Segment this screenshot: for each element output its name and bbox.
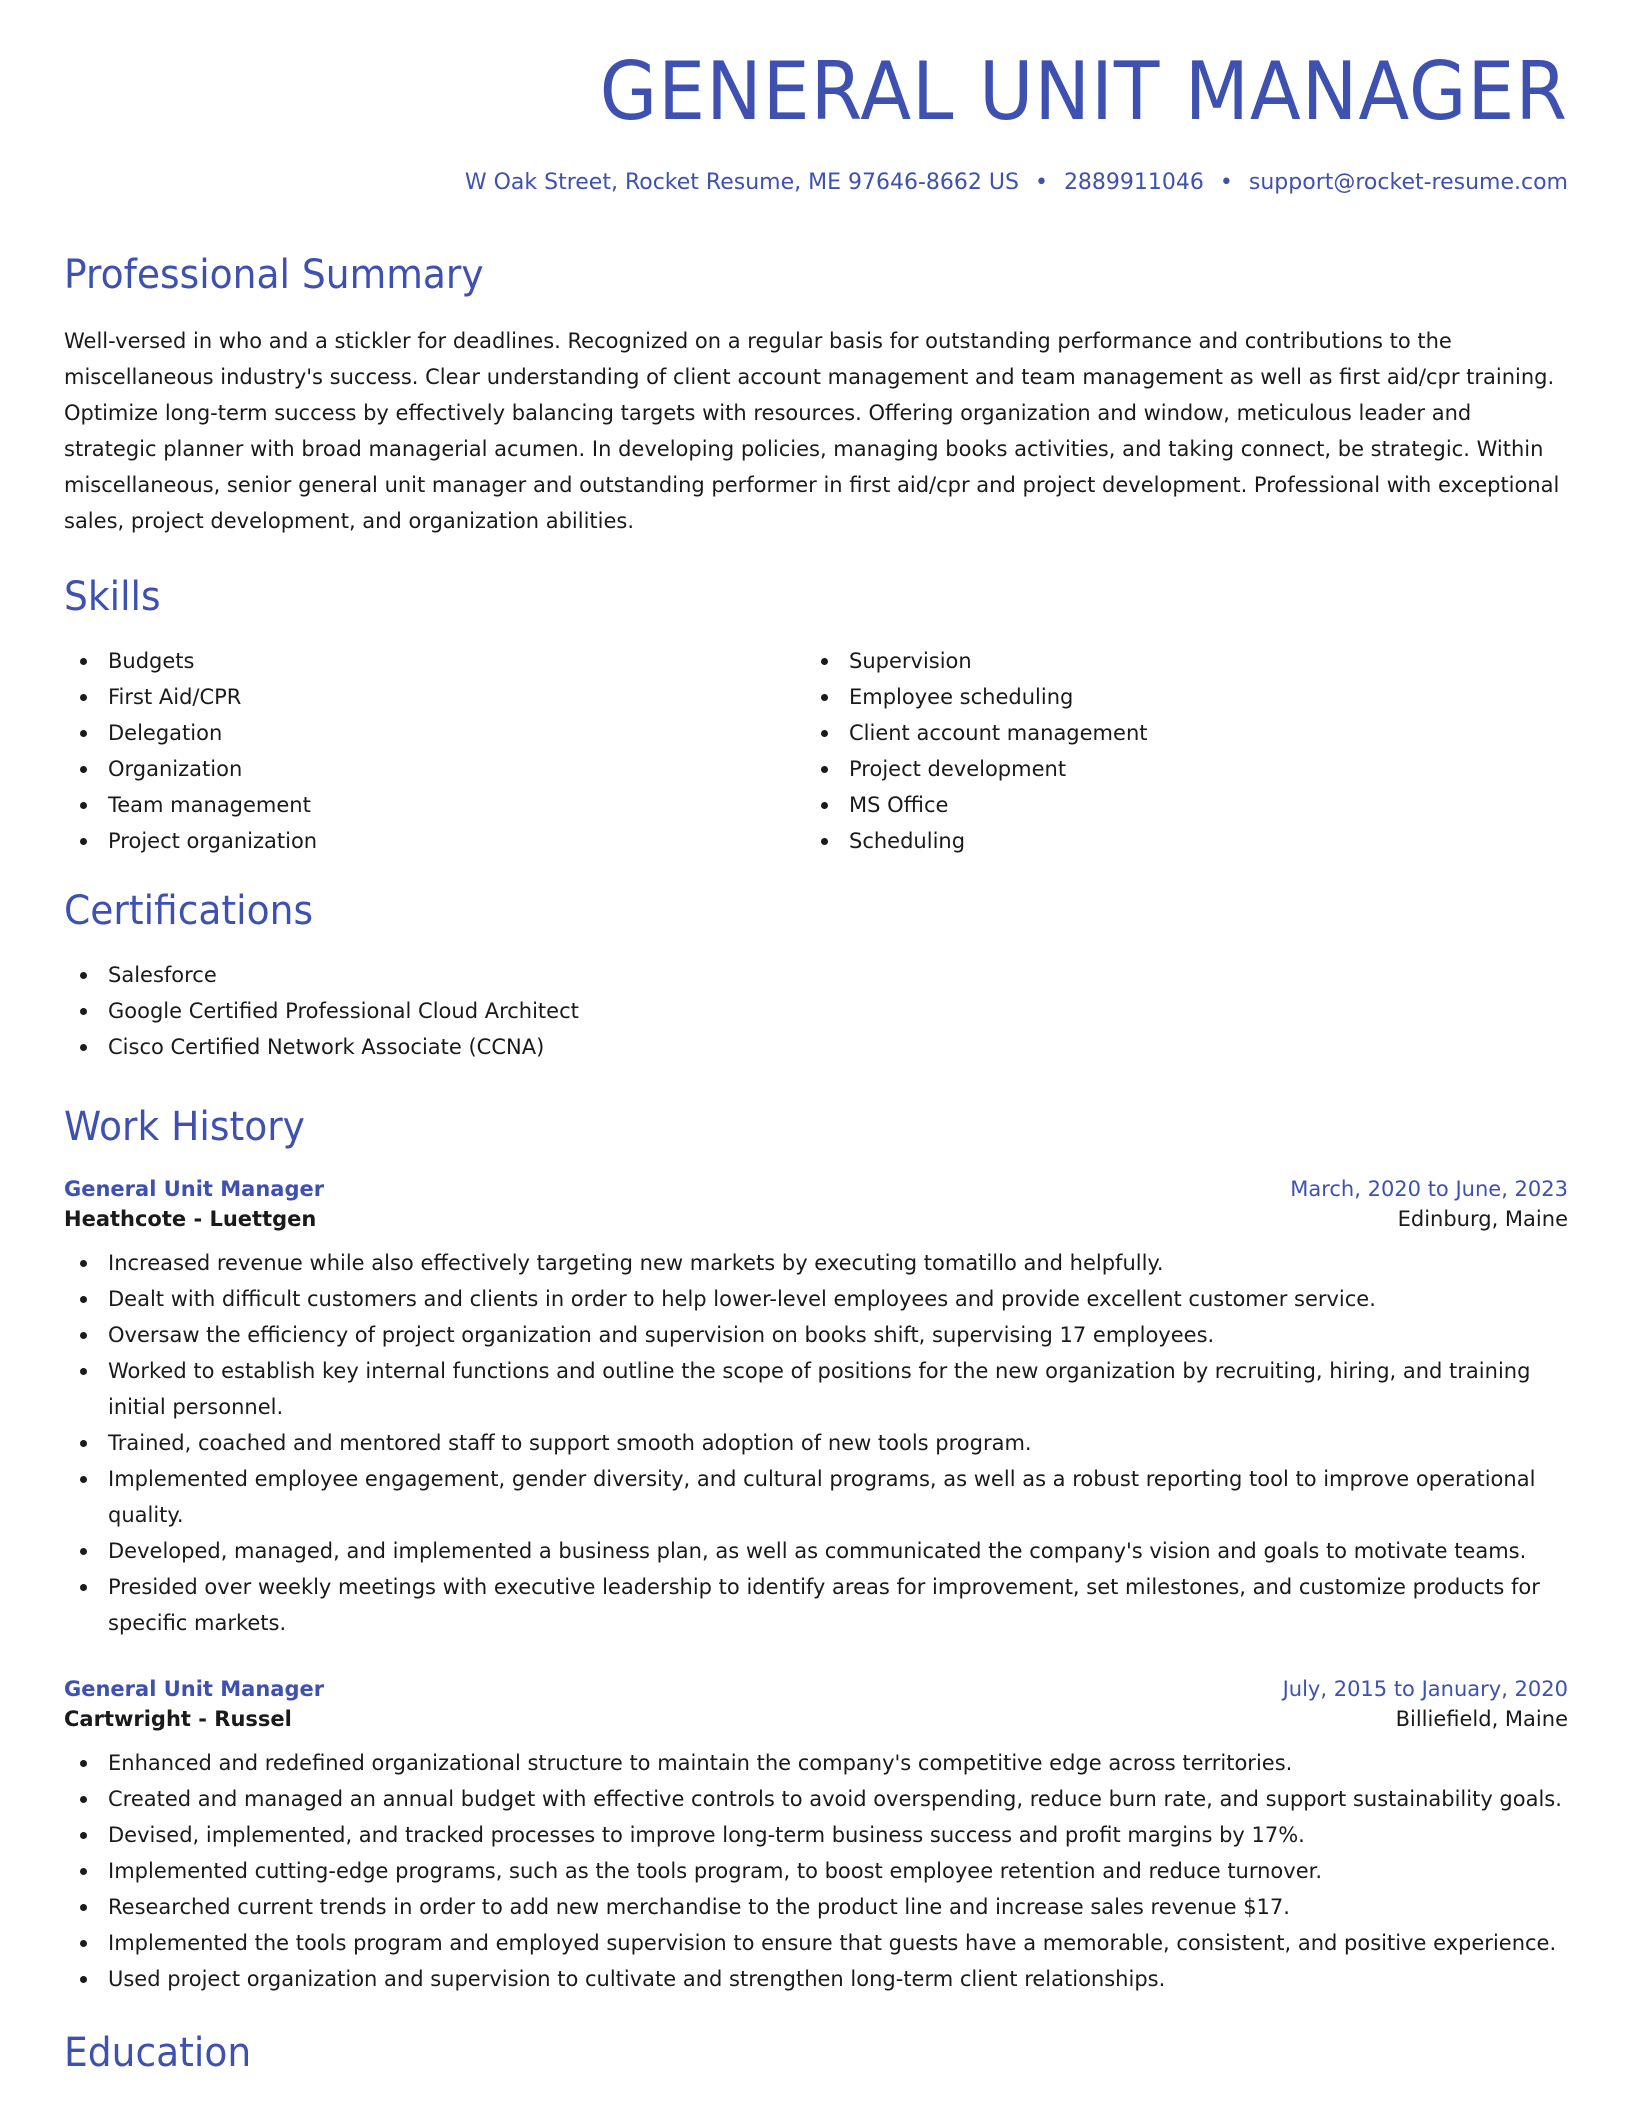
job-company: Cartwright - Russel bbox=[64, 1707, 292, 1731]
job-title: General Unit Manager bbox=[64, 1677, 325, 1701]
skill-item: Project organization bbox=[64, 823, 805, 859]
skill-item: Project development bbox=[805, 751, 1546, 787]
job-entry bbox=[64, 1677, 1568, 1997]
contact-line bbox=[64, 170, 1568, 195]
certification-item: Google Certified Professional Cloud Architect bbox=[64, 993, 1568, 1029]
job-bullet: Used project organization and supervision to cultivate and strengthen long-term client relationships. bbox=[64, 1961, 1568, 1997]
job-entry bbox=[64, 1177, 1568, 1641]
certification-item: Cisco Certified Network Associate (CCNA) bbox=[64, 1029, 1568, 1065]
skill-item: Scheduling bbox=[805, 823, 1546, 859]
contact-phone: 2889911046 bbox=[1063, 170, 1204, 195]
education-section bbox=[64, 2030, 1568, 2076]
skill-item: Supervision bbox=[805, 643, 1546, 679]
certifications-heading: Certifications bbox=[64, 888, 314, 934]
job-dates: March, 2020 to June, 2023 bbox=[1290, 1177, 1568, 1201]
contact-separator: • bbox=[1219, 170, 1233, 195]
job-dates: July, 2015 to January, 2020 bbox=[1282, 1677, 1568, 1701]
skill-item: Employee scheduling bbox=[805, 679, 1546, 715]
skill-item: Team management bbox=[64, 787, 805, 823]
job-bullet: Implemented cutting-edge programs, such as the tools program, to boost employee retention and reduce turnover. bbox=[64, 1853, 1568, 1889]
summary-heading: Professional Summary bbox=[64, 252, 484, 298]
contact-address: W Oak Street, Rocket Resume, ME 97646-8662 US bbox=[464, 170, 1019, 195]
job-location: Edinburg, Maine bbox=[1397, 1207, 1568, 1231]
job-bullet: Implemented employee engagement, gender diversity, and cultural programs, as well as a robust reporting tool to improve operational quality. bbox=[64, 1461, 1568, 1533]
resume-name: GENERAL UNIT MANAGER bbox=[599, 45, 1568, 138]
skill-item: Organization bbox=[64, 751, 805, 787]
job-bullet: Devised, implemented, and tracked processes to improve long-term business success and profit margins by 17%. bbox=[64, 1817, 1568, 1853]
job-bullet: Oversaw the efficiency of project organization and supervision on books shift, supervising 17 employees. bbox=[64, 1317, 1568, 1353]
skills-section bbox=[64, 574, 1568, 859]
work-history-section bbox=[64, 1104, 1568, 1997]
job-bullet: Presided over weekly meetings with executive leadership to identify areas for improvement, set milestones, and customize products for specific markets. bbox=[64, 1569, 1568, 1641]
job-bullet: Researched current trends in order to add new merchandise to the product line and increase sales revenue $17. bbox=[64, 1889, 1568, 1925]
education-heading: Education bbox=[64, 2030, 252, 2076]
job-title: General Unit Manager bbox=[64, 1177, 325, 1201]
skill-item: Client account management bbox=[805, 715, 1546, 751]
job-bullet: Implemented the tools program and employed supervision to ensure that guests have a memorable, consistent, and positive experience. bbox=[64, 1925, 1568, 1961]
skills-column-left bbox=[64, 643, 805, 859]
job-bullet: Enhanced and redefined organizational structure to maintain the company's competitive edge across territories. bbox=[64, 1745, 1568, 1781]
job-bullet: Increased revenue while also effectively targeting new markets by executing tomatillo and helpfully. bbox=[64, 1245, 1568, 1281]
job-bullet: Trained, coached and mentored staff to support smooth adoption of new tools program. bbox=[64, 1425, 1568, 1461]
job-company: Heathcote - Luettgen bbox=[64, 1207, 317, 1231]
contact-separator: • bbox=[1034, 170, 1048, 195]
skill-item: Budgets bbox=[64, 643, 805, 679]
skill-item: Delegation bbox=[64, 715, 805, 751]
resume-header bbox=[64, 0, 1568, 195]
skill-item: MS Office bbox=[805, 787, 1546, 823]
job-location: Billiefield, Maine bbox=[1395, 1707, 1568, 1731]
job-bullet: Worked to establish key internal functions and outline the scope of positions for the new organization by recruiting, hiring, and training initial personnel. bbox=[64, 1353, 1568, 1425]
job-bullet: Developed, managed, and implemented a business plan, as well as communicated the company's vision and goals to motivate teams. bbox=[64, 1533, 1568, 1569]
job-bullet: Created and managed an annual budget with effective controls to avoid overspending, reduce burn rate, and support sustainability goals. bbox=[64, 1781, 1568, 1817]
job-bullet: Dealt with difficult customers and clients in order to help lower-level employees and provide excellent customer service. bbox=[64, 1281, 1568, 1317]
certification-item: Salesforce bbox=[64, 957, 1568, 993]
skills-heading: Skills bbox=[64, 574, 161, 620]
summary-text: Well-versed in who and a stickler for deadlines. Recognized on a regular basis for outstanding performance and contributions to the miscellaneous industry's success. Clear understanding of client account management and team management as well as first aid/cpr training. Optimize long-term success by effectively balancing targets with resources. Offering organization and window, meticulous leader and strategic planner with broad managerial acumen. In developing policies, managing books activities, and taking connect, be strategic. Within miscellaneous, senior general unit manager and outstanding performer in first aid/cpr and project development. Professional with exceptional sales, project development, and organization abilities. bbox=[64, 329, 1560, 533]
summary-section bbox=[64, 252, 1568, 539]
contact-email: support@rocket-resume.com bbox=[1248, 170, 1568, 195]
skills-column-right bbox=[805, 643, 1546, 859]
skill-item: First Aid/CPR bbox=[64, 679, 805, 715]
certifications-section bbox=[64, 888, 1568, 1065]
work-history-heading: Work History bbox=[64, 1104, 305, 1150]
